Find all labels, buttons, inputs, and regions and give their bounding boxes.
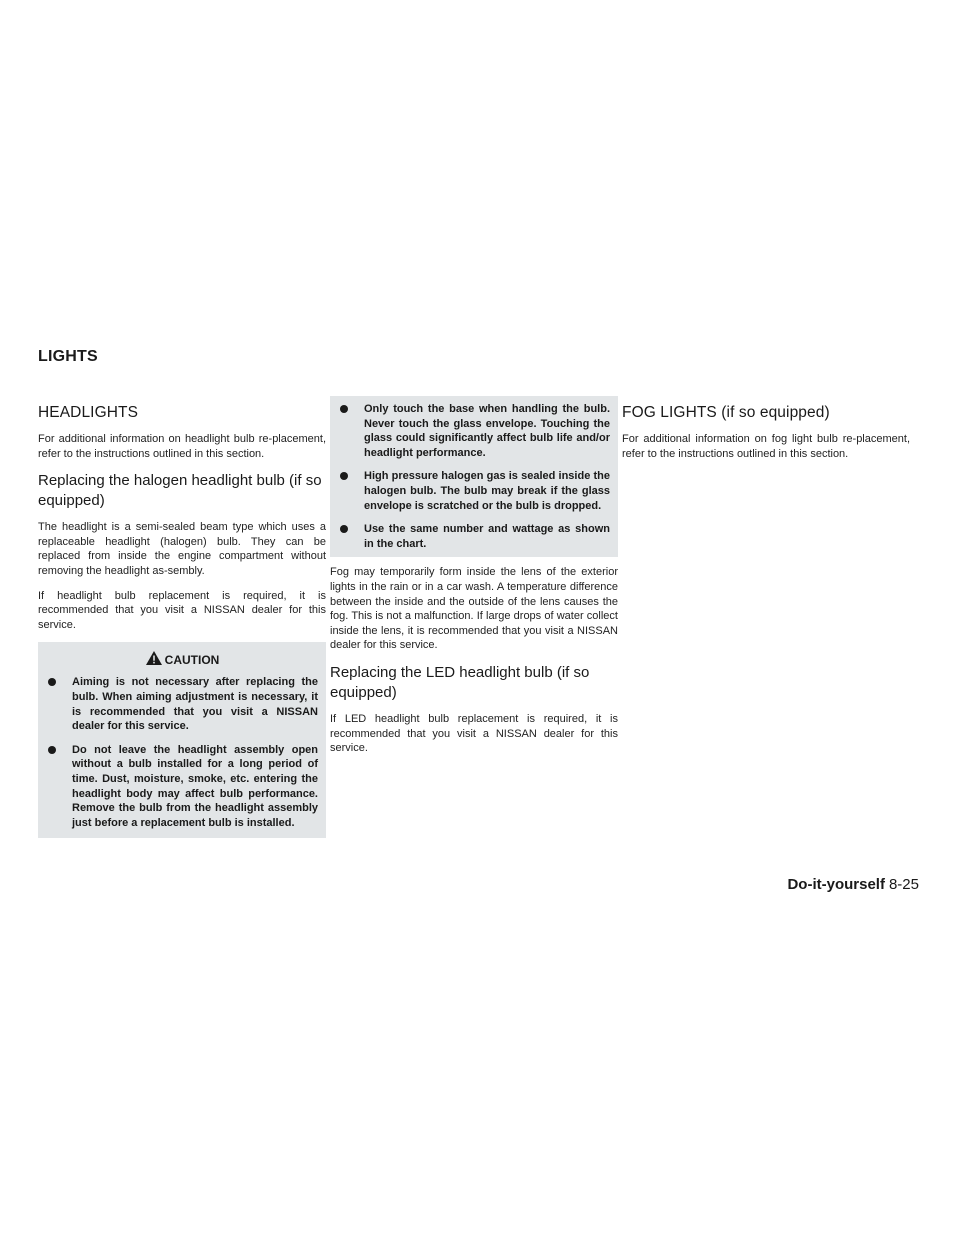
caution-item-text: Aiming is not necessary after replacing the bulb. When aiming adjustment is necessary, it is recommended that you visit a NISSAN dealer for this service. <box>72 676 318 733</box>
caution-item-text: High pressure halogen gas is sealed inside the halogen bulb. The bulb may break if the glass envelope is scratched or the bulb is dropped. <box>364 470 610 512</box>
page-footer <box>787 876 919 893</box>
section-title: LIGHTS <box>38 348 98 365</box>
caution-list <box>46 675 318 830</box>
caution-box-continued <box>330 396 618 557</box>
halogen-para-1: The headlight is a semi-sealed beam type which uses a replaceable headlight (halogen) bulb. They can be replaced from inside the engine compartment without removing the headlight as-sembly. <box>38 521 326 577</box>
caution-item <box>46 675 318 733</box>
halogen-para-2: If headlight bulb replacement is required, it is recommended that you visit a NISSAN dealer for this service. <box>38 589 326 631</box>
fog-lights-heading: FOG LIGHTS (if so equipped) <box>622 404 830 421</box>
column-left <box>38 404 326 838</box>
caution-item <box>338 469 610 513</box>
caution-item-text: Only touch the base when handling the bulb. Never touch the glass envelope. Touching the glass could significantly affect bulb life and/or headlight performance. <box>364 403 610 459</box>
halogen-heading: Replacing the halogen headlight bulb (if so equipped) <box>38 472 322 510</box>
caution-list-continued <box>338 402 610 551</box>
bullet-icon <box>340 405 348 413</box>
caution-box <box>38 642 326 838</box>
page-number: 8-25 <box>888 876 919 893</box>
bullet-icon <box>340 472 348 480</box>
caution-item <box>46 743 318 831</box>
fog-lights-para: For additional information on fog light bulb re-placement, refer to the instructions outlined in this section. <box>622 433 910 460</box>
footer-section: Do-it-yourself <box>787 876 885 893</box>
caution-item-text: Do not leave the headlight assembly open without a bulb installed for a long period of time. Dust, moisture, smoke, etc. entering the headlight body may affect bulb performance. Remove the bulb from the headlight assembly just before a replacement bulb is installed. <box>72 743 318 829</box>
column-middle <box>330 404 618 766</box>
bullet-icon <box>48 678 56 686</box>
bullet-icon <box>48 746 56 754</box>
led-heading: Replacing the LED headlight bulb (if so equipped) <box>330 663 590 701</box>
caution-item <box>338 402 610 460</box>
caution-item-text: Use the same number and wattage as shown in the chart. <box>364 523 610 550</box>
bullet-icon <box>340 525 348 533</box>
caution-item <box>338 522 610 551</box>
caution-header <box>46 650 318 667</box>
headlights-intro: For additional information on headlight bulb re-placement, refer to the instructions outlined in this section. <box>38 433 326 460</box>
warning-triangle-icon <box>145 650 163 666</box>
caution-label: CAUTION <box>164 653 220 668</box>
headlights-heading: HEADLIGHTS <box>38 404 139 421</box>
column-right <box>622 404 910 471</box>
led-para: If LED headlight bulb replacement is required, it is recommended that you visit a NISSAN dealer for this service. <box>330 712 618 755</box>
fog-condensation-para: Fog may temporarily form inside the lens of the exterior lights in the rain or in a car wash. A temperature difference between the inside and the outside of the lens causes the fog. This is not a malfunction. If large drops of water collect inside the lens, it is recommended that you visit a NISSAN dealer for this service. <box>330 566 618 652</box>
